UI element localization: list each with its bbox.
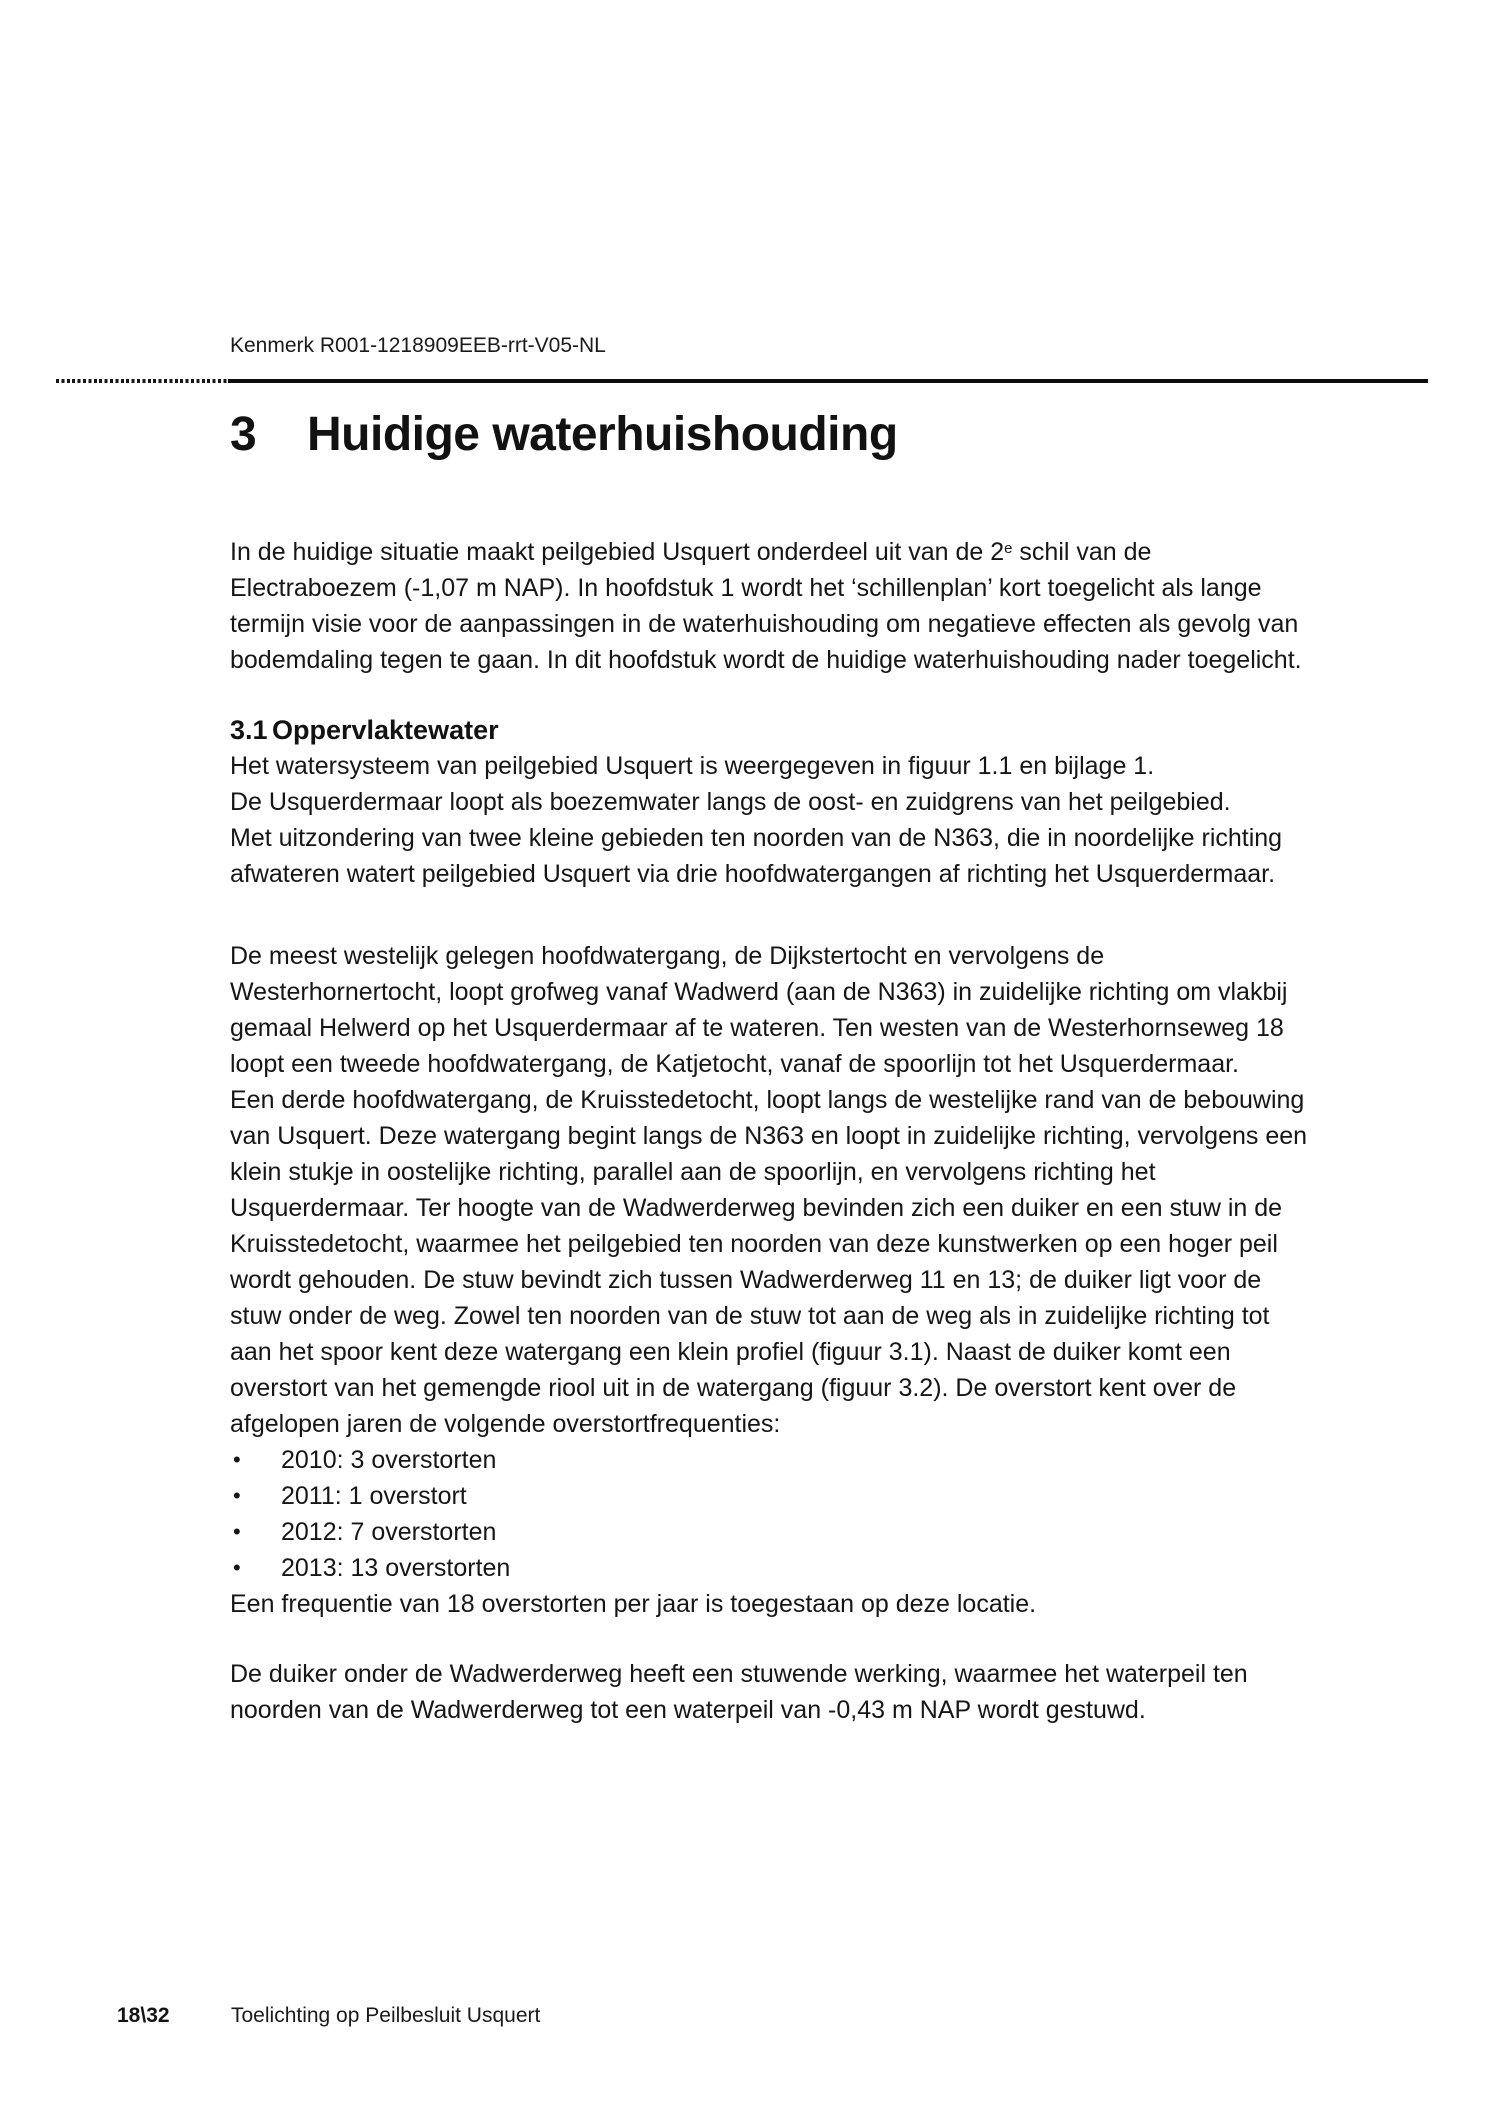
document-reference: Kenmerk R001-1218909EEB-rrt-V05-NL [230, 334, 606, 357]
list-item-text: 2010: 3 overstorten [281, 1446, 497, 1474]
chapter-title: Huidige waterhuishouding [307, 408, 898, 461]
text-line: Kruisstedetocht, waarmee het peilgebied ten noorden van deze kunstwerken op een hoger peil [230, 1230, 1278, 1258]
footer-document-title: Toelichting op Peilbesluit Usquert [231, 2004, 541, 2027]
text-line: afgelopen jaren de volgende overstortfrequenties: [230, 1410, 781, 1438]
list-item [230, 1478, 1307, 1514]
text-line: Westerhornertocht, loopt grofweg vanaf Wadwerd (aan de N363) in zuidelijke richting om vlakbij [230, 978, 1288, 1006]
chapter-number: 3 [230, 408, 257, 461]
text-line: De Usquerdermaar loopt als boezemwater langs de oost- en zuidgrens van het peilgebied. [230, 788, 1231, 816]
text-line: klein stukje in oostelijke richting, parallel aan de spoorlijn, en vervolgens richting het [230, 1158, 1156, 1186]
text-line: wordt gehouden. De stuw bevindt zich tussen Wadwerderweg 11 en 13; de duiker ligt voor de [230, 1266, 1262, 1294]
text-line: van Usquert. Deze watergang begint langs de N363 en loopt in zuidelijke richting, vervolgens een [230, 1122, 1308, 1150]
list-item [230, 1442, 1307, 1478]
divider-solid-segment [228, 379, 1428, 383]
text-line: Met uitzondering van twee kleine gebieden ten noorden van de N363, die in noordelijke richting [230, 824, 1283, 852]
text-line: Het watersysteem van peilgebied Usquert is weergegeven in figuur 1.1 en bijlage 1. [230, 752, 1155, 780]
closing-paragraph [230, 1656, 1248, 1728]
page-number: 18\32 [117, 2004, 170, 2027]
bullet-icon: • [233, 1483, 241, 1508]
text-line: Een derde hoofdwatergang, de Kruisstedetocht, loopt langs de westelijke rand van de bebouwing [230, 1086, 1305, 1114]
text-line: stuw onder de weg. Zowel ten noorden van de stuw tot aan de weg als in zuidelijke richting tot [230, 1302, 1270, 1330]
text-line: overstort van het gemengde riool uit in de watergang (figuur 3.2). De overstort kent over de [230, 1374, 1237, 1402]
list-item-text: 2012: 7 overstorten [281, 1518, 497, 1546]
overstort-frequency-list [230, 1442, 1307, 1586]
text-line: afwateren watert peilgebied Usquert via drie hoofdwatergangen af richting het Usquerdermaar. [230, 860, 1276, 888]
text-run: In de huidige situatie maakt peilgebied Usquert onderdeel uit van de 2 [230, 538, 1005, 566]
list-item-text: 2011: 1 overstort [281, 1482, 467, 1510]
chapter-heading [230, 407, 898, 463]
superscript-text: e [1004, 539, 1013, 557]
section-number: 3.1 [230, 715, 268, 745]
main-text-block [230, 938, 1307, 1622]
section-heading [230, 712, 499, 748]
text-line: noorden van de Wadwerderweg tot een waterpeil van -0,43 m NAP wordt gestuwd. [230, 1696, 1146, 1724]
intro-paragraph [230, 534, 1302, 678]
text-line: Electraboezem (-1,07 m NAP). In hoofdstuk 1 wordt het ‘schillenplan’ kort toegelicht als lange [230, 574, 1262, 602]
text-line: gemaal Helwerd op het Usquerdermaar af te wateren. Ten westen van de Westerhornseweg 18 [230, 1014, 1284, 1042]
page-footer [0, 2004, 1487, 2034]
header-divider [56, 379, 1428, 383]
text-line: Usquerdermaar. Ter hoogte van de Wadwerderweg bevinden zich een duiker en een stuw in de [230, 1194, 1283, 1222]
list-item-text: 2013: 13 overstorten [281, 1554, 511, 1582]
text-line: aan het spoor kent deze watergang een klein profiel (figuur 3.1). Naast de duiker komt een [230, 1338, 1231, 1366]
list-closing-line: Een frequentie van 18 overstorten per jaar is toegestaan op deze locatie. [230, 1590, 1037, 1618]
bullet-icon: • [233, 1555, 241, 1580]
text-line: De duiker onder de Wadwerderweg heeft een stuwende werking, waarmee het waterpeil ten [230, 1660, 1248, 1688]
text-line: bodemdaling tegen te gaan. In dit hoofdstuk wordt de huidige waterhuishouding nader toegelicht. [230, 646, 1302, 674]
text-run: schil van de [1012, 538, 1152, 566]
text-line: loopt een tweede hoofdwatergang, de Katjetocht, vanaf de spoorlijn tot het Usquerdermaar. [230, 1050, 1239, 1078]
list-item [230, 1550, 1307, 1586]
text-line: De meest westelijk gelegen hoofdwatergang, de Dijkstertocht en vervolgens de [230, 942, 1105, 970]
section-paragraph [230, 748, 1282, 892]
text-line: termijn visie voor de aanpassingen in de waterhuishouding om negatieve effecten als gevolg van [230, 610, 1299, 638]
watergangen-paragraph [230, 938, 1307, 1442]
bullet-icon: • [233, 1519, 241, 1544]
text-line [230, 534, 1302, 570]
section-title: Oppervlaktewater [272, 715, 499, 745]
bullet-icon: • [233, 1447, 241, 1472]
divider-dotted-segment [56, 379, 228, 383]
list-item [230, 1514, 1307, 1550]
